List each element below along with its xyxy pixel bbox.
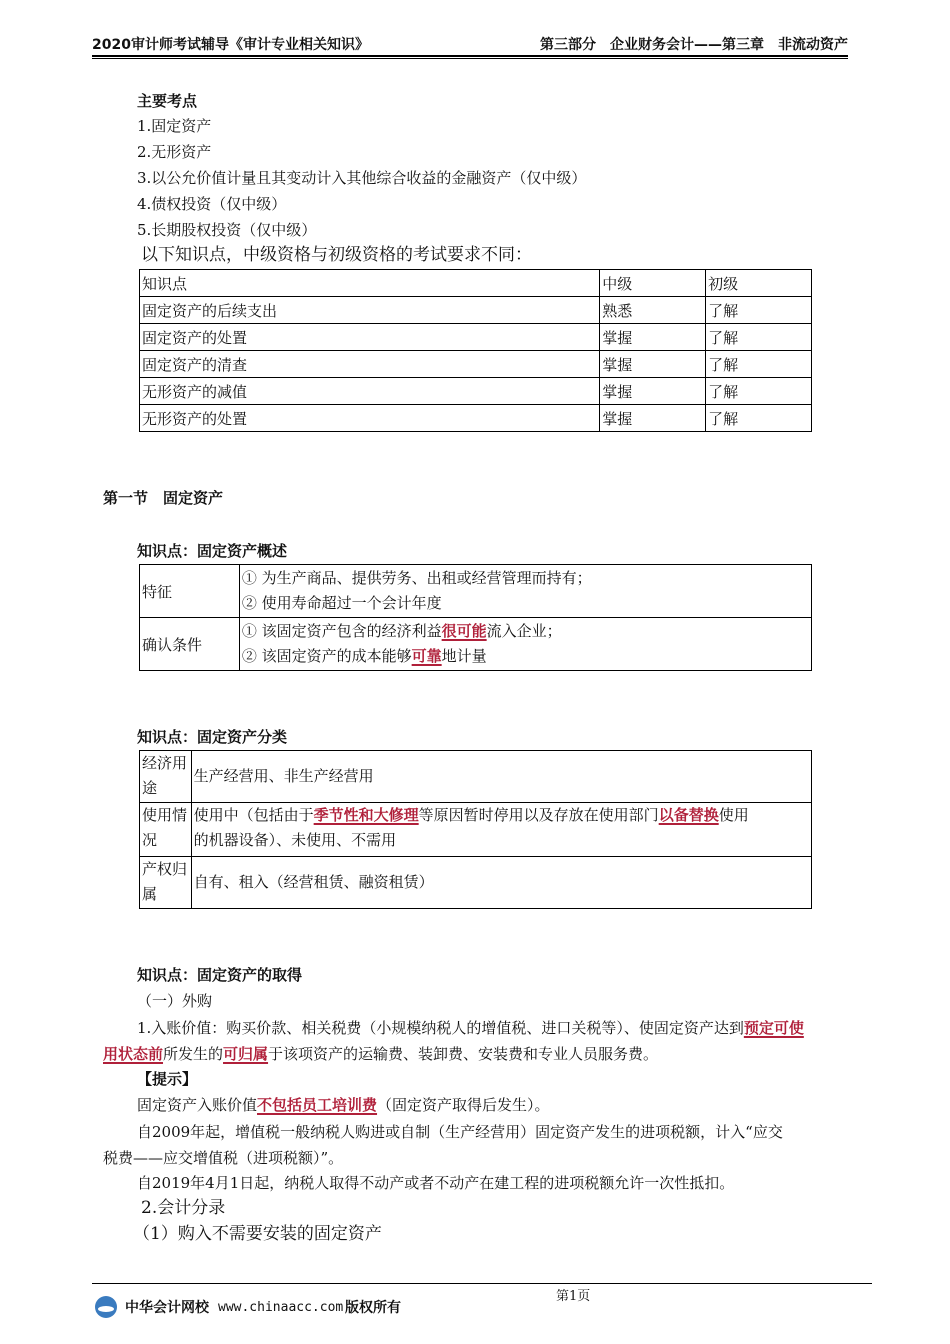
paragraph-line: [137, 1095, 550, 1115]
highlight-text: 以备替换: [658, 806, 719, 824]
table-row: [140, 324, 812, 351]
main-point-item: 4.债权投资（仅中级）: [137, 195, 287, 213]
chinaacc-logo-icon: [95, 1296, 117, 1318]
classification-title: 知识点：固定资产分类: [137, 728, 288, 746]
table-cell: 掌握: [600, 351, 706, 378]
header-left: 2020审计师考试辅导《审计专业相关知识》: [92, 37, 369, 53]
highlight-text: 可归属: [223, 1045, 269, 1063]
feature-line: ② 使用寿命超过一个会计年度: [241, 594, 442, 612]
table-row: [140, 751, 812, 803]
text-run: 等原因暂时停用以及存放在使用部门: [418, 806, 659, 824]
section-title: 第一节 固定资产: [103, 489, 224, 507]
table-cell: [239, 618, 811, 671]
table-row: [140, 565, 812, 618]
paragraph-line: 自2019年4月1日起，纳税人取得不动产或者不动产在建工程的进项税额允许一次性抵扣。: [137, 1174, 735, 1192]
paragraph-line: [103, 1044, 658, 1064]
footer-brand: 中华会计网校: [125, 1300, 209, 1316]
cell-line: [194, 803, 809, 828]
feature-label: 特征: [140, 565, 240, 618]
row-label: 使用情: [142, 806, 188, 824]
table-cell: 了解: [706, 405, 812, 432]
table-row: [140, 378, 812, 405]
table-row: [140, 351, 812, 378]
table-cell: 自有、租入（经营租赁、融资租赁）: [191, 857, 811, 909]
text-run: 使用: [718, 806, 749, 824]
recognition-line: [242, 644, 809, 669]
subheading: （1）购入不需要安装的固定资产: [133, 1224, 382, 1244]
table-row: [140, 857, 812, 909]
table-cell: 生产经营用、非生产经营用: [191, 751, 811, 803]
highlight-text: 可靠: [411, 647, 442, 665]
table-cell: 无形资产的处置: [140, 405, 600, 432]
subheading: （一）外购: [137, 992, 213, 1010]
table-header-cell: 中级: [600, 270, 706, 297]
table-cell: [239, 565, 811, 618]
highlight-text: 用状态前: [103, 1045, 164, 1063]
row-label: 况: [142, 831, 158, 849]
main-point-item: 2.无形资产: [137, 143, 212, 161]
header-right: 第三部分 企业财务会计——第三章 非流动资产: [540, 37, 848, 53]
main-point-item: 5.长期股权投资（仅中级）: [137, 221, 317, 239]
footer-rights: 版权所有: [345, 1300, 401, 1316]
table-cell: 固定资产的处置: [140, 324, 600, 351]
table-cell: 固定资产的清查: [140, 351, 600, 378]
main-point-item: 3.以公允价值计量且其变动计入其他综合收益的金融资产（仅中级）: [137, 169, 587, 187]
paragraph-line: [137, 1018, 804, 1038]
table-row: [140, 618, 812, 671]
table-cell: [140, 857, 192, 909]
text-run: 1.入账价值：购买价款、相关税费（小规模纳税人的增值税、进口关税等）、使固定资产达到: [137, 1019, 744, 1037]
classification-table: [139, 750, 812, 909]
highlight-text: 预定可使: [743, 1019, 804, 1037]
table-header-cell: 初级: [706, 270, 812, 297]
overview-title: 知识点：固定资产概述: [137, 542, 288, 560]
table-cell: 了解: [706, 297, 812, 324]
footer-rule: [92, 1283, 872, 1284]
table-row: [140, 405, 812, 432]
text-run: 固定资产入账价值: [137, 1096, 258, 1114]
overview-table: [139, 564, 812, 671]
subheading: 2.会计分录: [141, 1198, 226, 1218]
table-cell: 掌握: [600, 378, 706, 405]
page-number: 第1页: [556, 1289, 591, 1304]
recognition-line: [242, 619, 809, 644]
table-cell: [191, 803, 811, 857]
text-run: ② 该固定资产的成本能够: [241, 647, 412, 665]
table-cell: 掌握: [600, 324, 706, 351]
table-cell: [140, 751, 192, 803]
text-run: 使用中（包括由于: [193, 806, 314, 824]
highlight-text: 不包括员工培训费: [257, 1096, 378, 1114]
feature-line: ① 为生产商品、提供劳务、出租或经营管理而持有；: [241, 569, 592, 587]
table-cell: 了解: [706, 351, 812, 378]
table-header-cell: 知识点: [140, 270, 600, 297]
table-cell: 掌握: [600, 405, 706, 432]
recognition-label: 确认条件: [140, 618, 240, 671]
text-run: 地计量: [441, 647, 487, 665]
acquisition-title: 知识点：固定资产的取得: [137, 966, 303, 984]
table-cell: 无形资产的减值: [140, 378, 600, 405]
header-rule: [92, 55, 848, 57]
text-run: 所发生的: [163, 1045, 224, 1063]
header-rule-thin: [92, 58, 848, 59]
table-header-row: [140, 270, 812, 297]
table-cell: 固定资产的后续支出: [140, 297, 600, 324]
table-cell: 熟悉: [600, 297, 706, 324]
table-cell: [140, 803, 192, 857]
footer-url: www.chinaacc.com: [218, 1300, 344, 1315]
text-run: 流入企业；: [486, 622, 562, 640]
tip-label: 【提示】: [137, 1070, 198, 1088]
table-row: [140, 803, 812, 857]
cell-line: 的机器设备）、未使用、不需用: [193, 831, 397, 849]
paragraph-line: 税费——应交增值税（进项税额）”。: [103, 1149, 344, 1167]
table-cell: 了解: [706, 324, 812, 351]
level-table: [139, 269, 812, 432]
row-label: 属: [142, 885, 158, 903]
main-points-title: 主要考点: [137, 92, 198, 110]
text-run: （固定资产取得后发生）。: [377, 1096, 550, 1114]
highlight-text: 季节性和大修理: [313, 806, 419, 824]
main-point-item: 1.固定资产: [137, 117, 212, 135]
table-row: [140, 297, 812, 324]
row-label: 途: [142, 779, 158, 797]
text-run: 于该项资产的运输费、装卸费、安装费和专业人员服务费。: [268, 1045, 659, 1063]
level-note: 以下知识点，中级资格与初级资格的考试要求不同：: [141, 245, 532, 265]
row-label: 产权归: [142, 860, 188, 878]
row-label: 经济用: [142, 754, 188, 772]
table-cell: 了解: [706, 378, 812, 405]
text-run: ① 该固定资产包含的经济利益: [241, 622, 442, 640]
paragraph-line: 自2009年起，增值税一般纳税人购进或自制（生产经营用）固定资产发生的进项税额，计入“应交: [137, 1123, 783, 1141]
page-header: [92, 34, 848, 54]
highlight-text: 很可能: [441, 622, 487, 640]
